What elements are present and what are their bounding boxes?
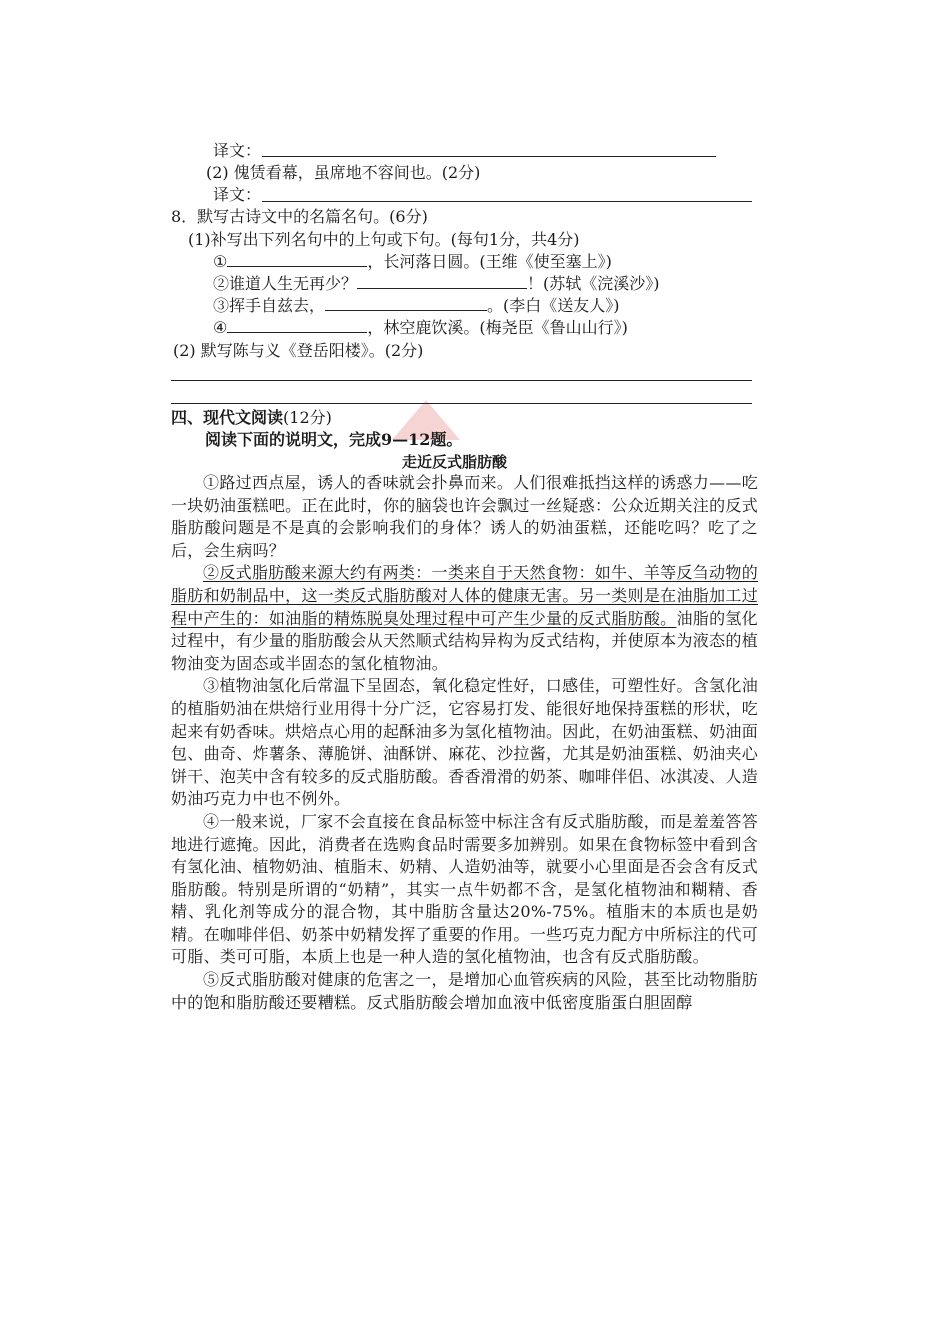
fill-line-2-prefix: ②谁道人生无再少？ bbox=[213, 274, 358, 293]
translation-blank-1 bbox=[262, 156, 716, 157]
paragraph-2-rest: 油脂的氢化过程中，有少量的脂肪酸会从天然顺式结构异构为反式结构，并使原本为液态的植物油变为固态或半固态的氢化植物油。 bbox=[171, 608, 758, 673]
fill-line-4-prefix: ④ bbox=[213, 318, 228, 337]
fill-line-4-suffix: ，林空鹿饮溪。(梅尧臣《鲁山山行》) bbox=[367, 318, 628, 337]
article-title: 走近反式脂肪酸 bbox=[402, 453, 508, 471]
question-8-sub1: (1)补写出下列名句中的上句或下句。(每句1分，共4分) bbox=[188, 230, 580, 249]
fill-line-4 bbox=[213, 317, 628, 339]
answer-line-2 bbox=[171, 403, 752, 404]
fill-line-3-suffix: 。(李白《送友人》) bbox=[487, 296, 620, 315]
paragraph-2 bbox=[171, 562, 758, 675]
fill-line-1 bbox=[213, 251, 612, 273]
translation-blank-2 bbox=[262, 201, 752, 202]
fill-blank-1 bbox=[227, 252, 367, 267]
fill-line-2 bbox=[213, 273, 660, 295]
paragraph-4: ④一般来说，厂家不会直接在食品标签中标注含有反式脂肪酸，而是羞羞答答地进行遮掩。因此，消费者在选购食品时需要多加辨别。如果在食物标签中看到含有氢化油、植物奶油、植脂末、奶精、人造奶油等，就要小心里面是否会含有反式脂肪酸。特别是所谓的“奶精”，其实一点牛奶都不含，是氢化植物油和糊精、香精、乳化剂等成分的混合物，其中脂肪含量达20%-75%。植脂末的本质也是奶精。在咖啡伴侣、奶茶中奶精发挥了重要的作用。一些巧克力配方中所标注的代可可脂、类可可脂，本质上也是一种人造的氢化植物油，也含有反式脂肪酸。 bbox=[171, 811, 758, 967]
fill-line-3 bbox=[213, 295, 620, 317]
translation-label-1: 译文： bbox=[213, 141, 262, 160]
item-2-text: (2) 傀赁看幕，虽席地不容间也。(2分) bbox=[206, 163, 481, 182]
fill-line-2-suffix: ！(苏轼《浣溪沙》) bbox=[527, 274, 660, 293]
section-4-title: 四、现代文阅读 bbox=[171, 408, 284, 427]
question-8-sub2: (2) 默写陈与义《登岳阳楼》。(2分) bbox=[173, 341, 424, 360]
section-4-score: (12分) bbox=[283, 408, 332, 427]
fill-blank-3 bbox=[325, 296, 487, 311]
translation-label-2: 译文： bbox=[213, 185, 262, 204]
reading-instruction: 阅读下面的说明文，完成9—12题。 bbox=[205, 430, 463, 449]
fill-line-3-prefix: ③挥手自兹去， bbox=[213, 296, 326, 315]
answer-line-1 bbox=[171, 380, 752, 381]
paragraph-2-underlined: ②反式脂肪酸来源大约有两类：一类来自于天然食物：如牛、羊等反刍动物的脂肪和奶制品中，这一类反式脂肪酸对人体的健康无害。另一类则是在油脂加工过程中产生的：如油脂的精炼脱臭处理过程中可产生少量的反式脂肪酸。 bbox=[171, 563, 758, 628]
paragraph-5: ⑤反式脂肪酸对健康的危害之一，是增加心血管疾病的风险，甚至比动物脂肪中的饱和脂肪酸还要糟糕。反式脂肪酸会增加血液中低密度脂蛋白胆固醇 bbox=[171, 970, 758, 1012]
article-body bbox=[171, 472, 758, 1014]
paragraph-3: ③植物油氢化后常温下呈固态，氧化稳定性好，口感佳，可塑性好。含氢化油的植脂奶油在烘焙行业用得十分广泛，它容易打发、能很好地保持蛋糕的形状，吃起来有奶香味。烘焙点心用的起酥油多为氢化植物油。因此，在奶油蛋糕、奶油面包、曲奇、炸薯条、薄脆饼、油酥饼、麻花、沙拉酱，尤其是奶油蛋糕、奶油夹心饼干、泡芙中含有较多的反式脂肪酸。香香滑滑的奶茶、咖啡伴侣、冰淇凌、人造奶油巧克力中也不例外。 bbox=[171, 676, 758, 809]
section-4-heading bbox=[171, 407, 332, 429]
fill-line-1-prefix: ① bbox=[213, 252, 228, 271]
question-8-title: 8．默写古诗文中的名篇名句。(6分) bbox=[171, 207, 428, 226]
fill-blank-4 bbox=[227, 318, 367, 333]
fill-blank-2 bbox=[357, 274, 527, 289]
paragraph-1: ①路过西点屋，诱人的香味就会扑鼻而来。人们很难抵挡这样的诱惑力——吃一块奶油蛋糕吧。正在此时，你的脑袋也许会飘过一丝疑惑：公众近期关注的反式脂肪酸问题是不是真的会影响我们的身体？诱人的奶油蛋糕，还能吃吗？吃了之后，会生病吗？ bbox=[171, 473, 758, 560]
fill-line-1-suffix: ，长河落日圆。(王维《使至塞上》) bbox=[367, 252, 612, 271]
